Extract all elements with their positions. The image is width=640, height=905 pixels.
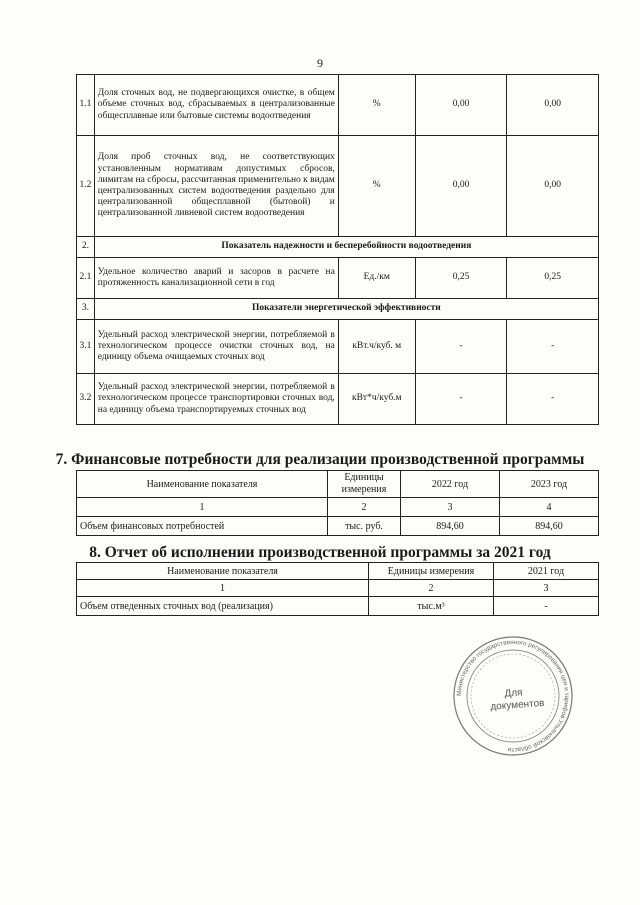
column-header: 2022 год bbox=[401, 471, 500, 498]
indicator-name: Объем финансовых потребностей bbox=[77, 517, 328, 536]
value-2023: 894,60 bbox=[500, 517, 599, 536]
indicator-unit: тыс.м³ bbox=[369, 597, 494, 616]
column-number: 2 bbox=[369, 580, 494, 597]
indicator-value-2023: - bbox=[507, 320, 599, 374]
indicator-unit: Ед./км bbox=[338, 258, 415, 299]
section-number: 3. bbox=[77, 299, 95, 320]
row-number: 1.2 bbox=[77, 136, 95, 237]
indicator-name: Доля проб сточных вод, не соответствующих установленным нормативам допустимых сбросов, лимитам на сбросы, рассчитанная применительно к видам централизованных систем водоотведения раздельно для централизованной общесплавной (бытовой) и централизованной ливневой систем водоотведения bbox=[94, 136, 338, 237]
column-header: 2023 год bbox=[500, 471, 599, 498]
table-row bbox=[77, 258, 599, 299]
table-row bbox=[77, 517, 599, 536]
financial-needs-table bbox=[76, 470, 599, 536]
section-title: Показатель надежности и бесперебойности водоотведения bbox=[94, 237, 598, 258]
column-number: 2 bbox=[328, 498, 401, 517]
table-row bbox=[77, 374, 599, 425]
column-numbers-row bbox=[77, 498, 599, 517]
indicator-unit: % bbox=[338, 136, 415, 237]
section-row bbox=[77, 299, 599, 320]
row-number: 3.1 bbox=[77, 320, 95, 374]
stamp-center-text: Для документов bbox=[490, 687, 545, 713]
stamp-ring-text: Министерство государственного регулирования цен и тарифов Ульяновской области bbox=[455, 638, 571, 754]
section-row bbox=[77, 237, 599, 258]
page-number: 9 bbox=[317, 56, 323, 70]
indicators-table bbox=[76, 74, 599, 425]
section-8-heading: 8. Отчет об исполнении производственной программы за 2021 год bbox=[89, 544, 551, 561]
column-header: Единицы измерения bbox=[369, 563, 494, 580]
table-row bbox=[77, 320, 599, 374]
column-number: 4 bbox=[500, 498, 599, 517]
indicator-value-2022: - bbox=[415, 320, 507, 374]
indicator-value-2022: 0,00 bbox=[415, 75, 507, 136]
indicator-value-2022: 0,00 bbox=[415, 136, 507, 237]
value-2022: 894,60 bbox=[401, 517, 500, 536]
indicator-unit: % bbox=[338, 75, 415, 136]
execution-report-table bbox=[76, 562, 599, 616]
column-numbers-row bbox=[77, 580, 599, 597]
indicator-value-2023: 0,00 bbox=[507, 136, 599, 237]
indicator-name: Объем отведенных сточных вод (реализация) bbox=[77, 597, 369, 616]
indicator-unit: кВт*ч/куб.м bbox=[338, 374, 415, 425]
row-number: 3.2 bbox=[77, 374, 95, 425]
column-header: Наименование показателя bbox=[77, 563, 369, 580]
indicator-unit: кВт.ч/куб. м bbox=[338, 320, 415, 374]
table-row bbox=[77, 597, 599, 616]
section-number: 2. bbox=[77, 237, 95, 258]
header-row bbox=[77, 471, 599, 498]
value-2021: - bbox=[494, 597, 599, 616]
indicator-name: Удельный расход электрической энергии, потребляемой в технологическом процессе очистки сточных вод, на единицу объема очищаемых сточных вод bbox=[94, 320, 338, 374]
column-number: 3 bbox=[494, 580, 599, 597]
indicator-name: Удельное количество аварий и засоров в расчете на протяженность канализационной сети в год bbox=[94, 258, 338, 299]
column-header: Наименование показателя bbox=[77, 471, 328, 498]
header-row bbox=[77, 563, 599, 580]
column-header: 2021 год bbox=[494, 563, 599, 580]
indicator-name: Удельный расход электрической энергии, потребляемой в технологическом процессе транспортировки сточных вод, на единицу объема транспортируемых сточных вод bbox=[94, 374, 338, 425]
row-number: 1.1 bbox=[77, 75, 95, 136]
column-number: 3 bbox=[401, 498, 500, 517]
indicator-value-2023: - bbox=[507, 374, 599, 425]
section-7-heading: 7. Финансовые потребности для реализации производственной программы bbox=[55, 451, 585, 468]
indicator-value-2023: 0,00 bbox=[507, 75, 599, 136]
section-title: Показатели энергетической эффективности bbox=[94, 299, 598, 320]
indicator-value-2023: 0,25 bbox=[507, 258, 599, 299]
column-header: Единицы измерения bbox=[328, 471, 401, 498]
indicator-value-2022: - bbox=[415, 374, 507, 425]
table-row bbox=[77, 75, 599, 136]
table-row bbox=[77, 136, 599, 237]
indicator-unit: тыс. руб. bbox=[328, 517, 401, 536]
column-number: 1 bbox=[77, 580, 369, 597]
indicator-value-2022: 0,25 bbox=[415, 258, 507, 299]
indicator-name: Доля сточных вод, не подвергающихся очистке, в общем объеме сточных вод, сбрасываемых в централизованные общесплавные или бытовые системы водоотведения bbox=[94, 75, 338, 136]
column-number: 1 bbox=[77, 498, 328, 517]
row-number: 2.1 bbox=[77, 258, 95, 299]
